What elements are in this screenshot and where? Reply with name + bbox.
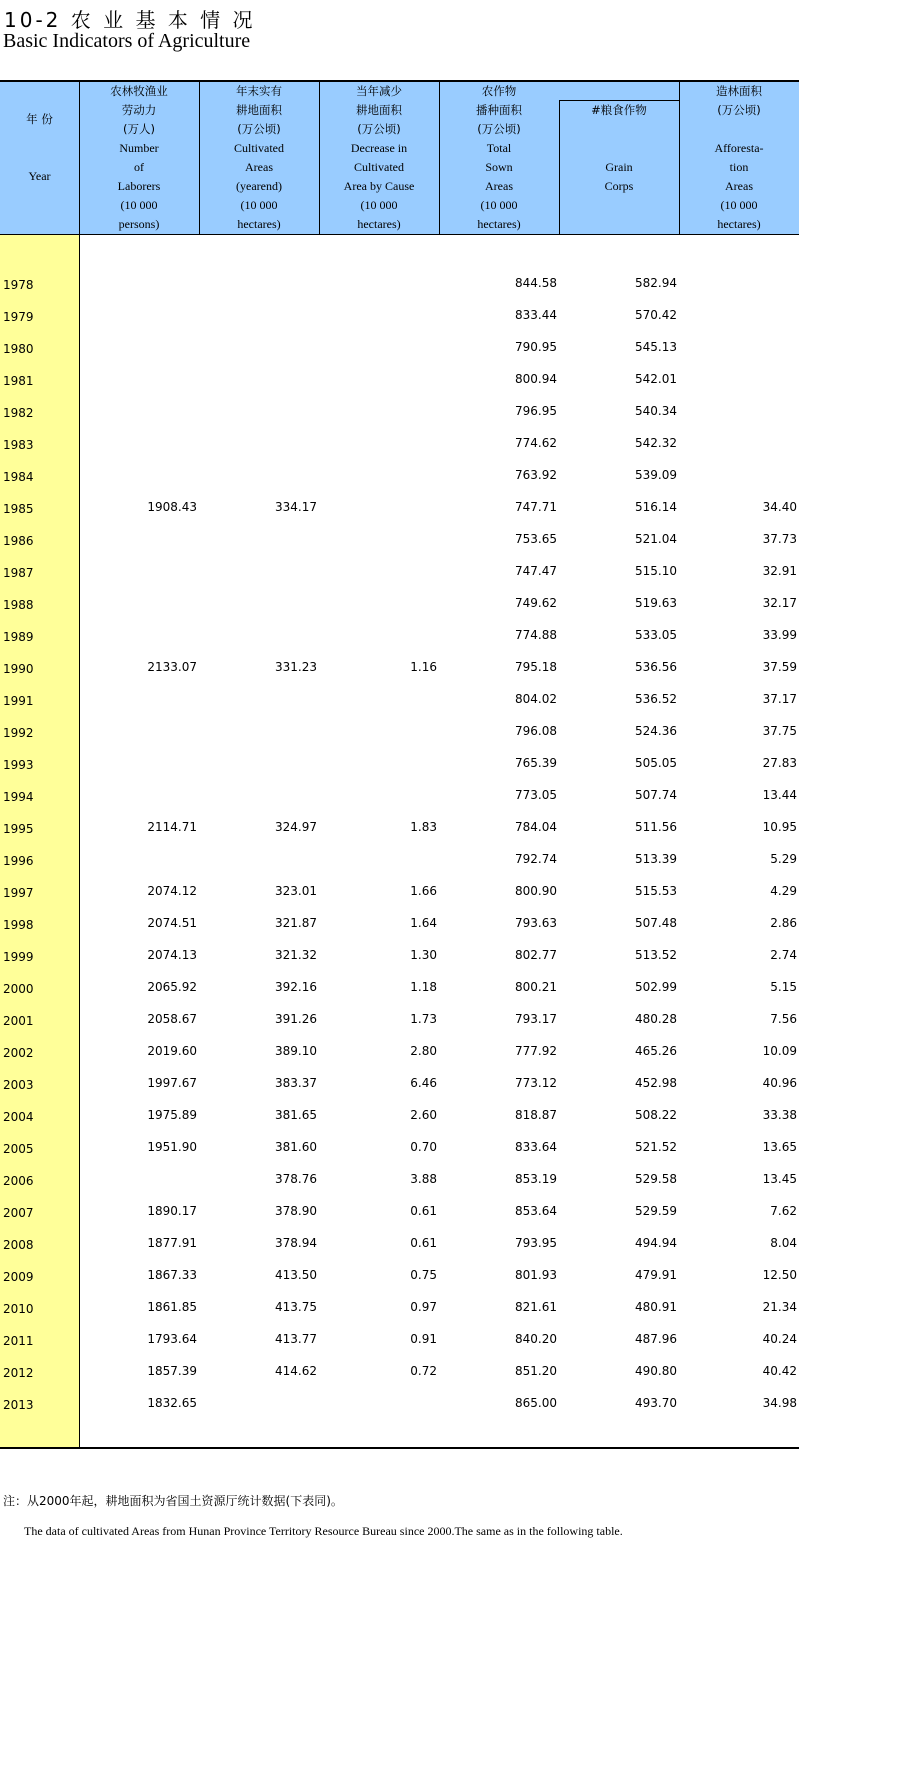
cell-afforestation <box>679 307 797 323</box>
cell-cultivated: 331.23 <box>275 660 317 674</box>
header-year: 年 份 Year <box>26 112 53 183</box>
cell-afforestation: 12.50 <box>762 1268 797 1282</box>
cell-year: 1992 <box>3 726 34 740</box>
cell-afforestation: 40.42 <box>762 1364 797 1378</box>
cell-decrease <box>319 435 437 451</box>
cell-cultivated <box>199 723 317 739</box>
cell-cultivated: 321.32 <box>275 948 317 962</box>
cell-cultivated <box>199 531 317 547</box>
cell-grain: 507.48 <box>635 916 677 930</box>
cell-decrease <box>319 595 437 611</box>
cell-laborers: 2058.67 <box>147 1012 197 1026</box>
cell-afforestation: 4.29 <box>770 884 797 898</box>
cell-cultivated <box>199 691 317 707</box>
header-decrease: 当年减少 耕地面积 (万公顷) Decrease in Cultivated Area by Cause (10 000 hectares) <box>343 84 415 231</box>
cell-year: 1990 <box>3 662 34 676</box>
cell-year: 1986 <box>3 534 34 548</box>
cell-sown: 749.62 <box>515 596 557 610</box>
cell-laborers <box>79 371 197 387</box>
cell-decrease: 6.46 <box>410 1076 437 1090</box>
cell-cultivated: 383.37 <box>275 1076 317 1090</box>
cell-year: 1988 <box>3 598 34 612</box>
cell-decrease <box>319 531 437 547</box>
cell-laborers: 2074.13 <box>147 948 197 962</box>
cell-decrease: 0.91 <box>410 1332 437 1346</box>
cell-decrease <box>319 339 437 355</box>
cell-cultivated: 391.26 <box>275 1012 317 1026</box>
cell-laborers: 2065.92 <box>147 980 197 994</box>
cell-cultivated: 378.94 <box>275 1236 317 1250</box>
cell-afforestation: 10.09 <box>762 1044 797 1058</box>
cell-afforestation: 40.24 <box>762 1332 797 1346</box>
cell-cultivated: 381.60 <box>275 1140 317 1154</box>
cell-grain: 539.09 <box>635 468 677 482</box>
cell-year: 1981 <box>3 374 34 388</box>
cell-sown: 833.64 <box>515 1140 557 1154</box>
cell-grain: 479.91 <box>635 1268 677 1282</box>
cell-year: 2001 <box>3 1014 34 1028</box>
cell-year: 1983 <box>3 438 34 452</box>
cell-year: 1985 <box>3 502 34 516</box>
cell-afforestation: 13.65 <box>762 1140 797 1154</box>
cell-cultivated <box>199 275 317 291</box>
cell-decrease: 0.75 <box>410 1268 437 1282</box>
cell-laborers: 2074.51 <box>147 916 197 930</box>
cell-laborers <box>79 595 197 611</box>
cell-laborers: 2074.12 <box>147 884 197 898</box>
cell-afforestation: 34.40 <box>762 500 797 514</box>
cell-decrease: 0.61 <box>410 1236 437 1250</box>
cell-sown: 792.74 <box>515 852 557 866</box>
cell-sown: 747.47 <box>515 564 557 578</box>
cell-sown: 784.04 <box>515 820 557 834</box>
cell-laborers <box>79 755 197 771</box>
cell-year: 1999 <box>3 950 34 964</box>
cell-year: 2012 <box>3 1366 34 1380</box>
cell-grain: 505.05 <box>635 756 677 770</box>
cell-decrease: 1.16 <box>410 660 437 674</box>
cell-laborers: 1861.85 <box>147 1300 197 1314</box>
cell-grain: 487.96 <box>635 1332 677 1346</box>
cell-decrease: 3.88 <box>410 1172 437 1186</box>
cell-afforestation <box>679 467 797 483</box>
cell-sown: 790.95 <box>515 340 557 354</box>
cell-sown: 774.62 <box>515 436 557 450</box>
cell-sown: 774.88 <box>515 628 557 642</box>
cell-year: 1984 <box>3 470 34 484</box>
cell-year: 1980 <box>3 342 34 356</box>
cell-sown: 800.94 <box>515 372 557 386</box>
cell-grain: 536.56 <box>635 660 677 674</box>
cell-sown: 796.08 <box>515 724 557 738</box>
cell-sown: 765.39 <box>515 756 557 770</box>
cell-sown: 763.92 <box>515 468 557 482</box>
cell-laborers <box>79 275 197 291</box>
cell-laborers <box>79 339 197 355</box>
cell-year: 2003 <box>3 1078 34 1092</box>
cell-laborers: 1832.65 <box>147 1396 197 1410</box>
cell-grain: 480.91 <box>635 1300 677 1314</box>
header-laborers: 农林牧渔业 劳动力 (万人) Number of Laborers (10 000 persons) <box>110 84 168 231</box>
cell-laborers <box>79 467 197 483</box>
cell-laborers <box>79 627 197 643</box>
cell-decrease: 1.30 <box>410 948 437 962</box>
cell-year: 1987 <box>3 566 34 580</box>
cell-grain: 507.74 <box>635 788 677 802</box>
cell-laborers <box>79 1171 197 1187</box>
cell-afforestation: 13.44 <box>762 788 797 802</box>
cell-decrease: 1.64 <box>410 916 437 930</box>
cell-cultivated <box>199 467 317 483</box>
cell-cultivated: 378.90 <box>275 1204 317 1218</box>
cell-laborers: 1951.90 <box>147 1140 197 1154</box>
cell-cultivated: 389.10 <box>275 1044 317 1058</box>
cell-afforestation: 5.15 <box>770 980 797 994</box>
cell-decrease <box>319 1395 437 1411</box>
cell-grain: 513.39 <box>635 852 677 866</box>
cell-sown: 793.17 <box>515 1012 557 1026</box>
cell-afforestation: 13.45 <box>762 1172 797 1186</box>
cell-sown: 865.00 <box>515 1396 557 1410</box>
cell-cultivated: 381.65 <box>275 1108 317 1122</box>
cell-cultivated <box>199 339 317 355</box>
cell-cultivated: 414.62 <box>275 1364 317 1378</box>
cell-laborers: 1877.91 <box>147 1236 197 1250</box>
cell-laborers <box>79 435 197 451</box>
cell-afforestation: 37.17 <box>762 692 797 706</box>
cell-year: 2010 <box>3 1302 34 1316</box>
cell-sown: 793.95 <box>515 1236 557 1250</box>
cell-decrease <box>319 403 437 419</box>
cell-sown: 851.20 <box>515 1364 557 1378</box>
footnote-cn: 注：从2000年起，耕地面积为省国土资源厅统计数据(下表同)。 <box>3 1494 343 1508</box>
cell-afforestation: 2.74 <box>770 948 797 962</box>
cell-cultivated <box>199 371 317 387</box>
cell-laborers: 1867.33 <box>147 1268 197 1282</box>
cell-year: 2005 <box>3 1142 34 1156</box>
cell-afforestation <box>679 371 797 387</box>
cell-year: 2013 <box>3 1398 34 1412</box>
cell-grain: 508.22 <box>635 1108 677 1122</box>
cell-year: 2011 <box>3 1334 34 1348</box>
cell-grain: 513.52 <box>635 948 677 962</box>
footnote-en: The data of cultivated Areas from Hunan Province Territory Resource Bureau since 2000.The same as in the following table. <box>24 1524 623 1538</box>
cell-grain: 515.10 <box>635 564 677 578</box>
cell-afforestation: 32.17 <box>762 596 797 610</box>
cell-year: 1995 <box>3 822 34 836</box>
cell-grain: 511.56 <box>635 820 677 834</box>
cell-afforestation: 37.73 <box>762 532 797 546</box>
cell-sown: 801.93 <box>515 1268 557 1282</box>
cell-decrease <box>319 275 437 291</box>
cell-grain: 494.94 <box>635 1236 677 1250</box>
cell-decrease <box>319 467 437 483</box>
cell-grain: 536.52 <box>635 692 677 706</box>
cell-cultivated: 413.77 <box>275 1332 317 1346</box>
cell-afforestation: 21.34 <box>762 1300 797 1314</box>
header-sown: 农作物 播种面积 (万公顷) Total Sown Areas (10 000 hectares) <box>476 84 522 231</box>
cell-laborers: 1890.17 <box>147 1204 197 1218</box>
cell-laborers <box>79 307 197 323</box>
cell-cultivated <box>199 1395 317 1411</box>
table-bottom-border <box>0 1447 799 1449</box>
cell-sown: 818.87 <box>515 1108 557 1122</box>
cell-year: 1994 <box>3 790 34 804</box>
cell-sown: 795.18 <box>515 660 557 674</box>
cell-afforestation <box>679 275 797 291</box>
cell-decrease: 0.72 <box>410 1364 437 1378</box>
cell-grain: 542.32 <box>635 436 677 450</box>
cell-year: 1991 <box>3 694 34 708</box>
cell-laborers: 2019.60 <box>147 1044 197 1058</box>
cell-year: 1979 <box>3 310 34 324</box>
cell-afforestation: 40.96 <box>762 1076 797 1090</box>
cell-decrease <box>319 755 437 771</box>
cell-laborers: 1975.89 <box>147 1108 197 1122</box>
cell-cultivated: 324.97 <box>275 820 317 834</box>
cell-sown: 853.19 <box>515 1172 557 1186</box>
cell-grain: 515.53 <box>635 884 677 898</box>
cell-laborers: 1997.67 <box>147 1076 197 1090</box>
cell-grain: 540.34 <box>635 404 677 418</box>
cell-grain: 502.99 <box>635 980 677 994</box>
cell-cultivated: 413.75 <box>275 1300 317 1314</box>
header-bottom-border <box>0 234 799 235</box>
cell-grain: 519.63 <box>635 596 677 610</box>
cell-decrease <box>319 787 437 803</box>
cell-cultivated: 321.87 <box>275 916 317 930</box>
cell-decrease <box>319 307 437 323</box>
cell-year: 2000 <box>3 982 34 996</box>
cell-laborers <box>79 851 197 867</box>
cell-sown: 773.05 <box>515 788 557 802</box>
cell-laborers: 1857.39 <box>147 1364 197 1378</box>
cell-cultivated <box>199 851 317 867</box>
cell-sown: 800.90 <box>515 884 557 898</box>
table-title-en: Basic Indicators of Agriculture <box>3 30 251 52</box>
cell-afforestation <box>679 403 797 419</box>
cell-decrease <box>319 851 437 867</box>
cell-year: 2004 <box>3 1110 34 1124</box>
cell-sown: 773.12 <box>515 1076 557 1090</box>
cell-sown: 753.65 <box>515 532 557 546</box>
cell-laborers <box>79 787 197 803</box>
cell-afforestation: 7.56 <box>770 1012 797 1026</box>
cell-decrease <box>319 371 437 387</box>
cell-year: 2006 <box>3 1174 34 1188</box>
cell-grain: 582.94 <box>635 276 677 290</box>
cell-cultivated: 378.76 <box>275 1172 317 1186</box>
cell-year: 1998 <box>3 918 34 932</box>
cell-year: 1989 <box>3 630 34 644</box>
table-title-cn: 10-2 农 业 基 本 情 况 <box>4 8 256 32</box>
cell-grain: 490.80 <box>635 1364 677 1378</box>
cell-grain: 480.28 <box>635 1012 677 1026</box>
cell-grain: 529.59 <box>635 1204 677 1218</box>
cell-sown: 747.71 <box>515 500 557 514</box>
cell-cultivated: 334.17 <box>275 500 317 514</box>
cell-decrease <box>319 627 437 643</box>
cell-sown: 853.64 <box>515 1204 557 1218</box>
cell-sown: 844.58 <box>515 276 557 290</box>
cell-afforestation: 37.75 <box>762 724 797 738</box>
cell-grain: 521.52 <box>635 1140 677 1154</box>
cell-grain: 493.70 <box>635 1396 677 1410</box>
cell-year: 1997 <box>3 886 34 900</box>
cell-cultivated <box>199 595 317 611</box>
cell-decrease <box>319 691 437 707</box>
cell-cultivated <box>199 307 317 323</box>
cell-afforestation <box>679 435 797 451</box>
cell-laborers <box>79 531 197 547</box>
cell-grain: 524.36 <box>635 724 677 738</box>
cell-afforestation: 37.59 <box>762 660 797 674</box>
cell-cultivated <box>199 563 317 579</box>
cell-sown: 800.21 <box>515 980 557 994</box>
cell-grain: 521.04 <box>635 532 677 546</box>
cell-afforestation: 33.99 <box>762 628 797 642</box>
cell-laborers: 1793.64 <box>147 1332 197 1346</box>
cell-decrease: 0.61 <box>410 1204 437 1218</box>
cell-decrease: 0.97 <box>410 1300 437 1314</box>
cell-decrease: 1.73 <box>410 1012 437 1026</box>
cell-decrease: 1.66 <box>410 884 437 898</box>
cell-afforestation: 8.04 <box>770 1236 797 1250</box>
cell-afforestation: 32.91 <box>762 564 797 578</box>
cell-decrease <box>319 499 437 515</box>
cell-sown: 777.92 <box>515 1044 557 1058</box>
header-cultivated: 年末实有 耕地面积 (万公顷) Cultivated Areas (yearend) (10 000 hectares) <box>234 84 284 231</box>
cell-year: 1982 <box>3 406 34 420</box>
cell-sown: 796.95 <box>515 404 557 418</box>
cell-grain: 465.26 <box>635 1044 677 1058</box>
cell-decrease: 1.18 <box>410 980 437 994</box>
cell-grain: 570.42 <box>635 308 677 322</box>
cell-cultivated <box>199 627 317 643</box>
cell-cultivated <box>199 755 317 771</box>
cell-afforestation: 27.83 <box>762 756 797 770</box>
cell-laborers <box>79 691 197 707</box>
cell-decrease <box>319 723 437 739</box>
cell-laborers: 2133.07 <box>147 660 197 674</box>
header-grain: #粮食作物 Grain Corps <box>591 103 647 193</box>
cell-decrease: 2.60 <box>410 1108 437 1122</box>
cell-laborers <box>79 403 197 419</box>
cell-year: 2002 <box>3 1046 34 1060</box>
cell-grain: 529.58 <box>635 1172 677 1186</box>
cell-grain: 516.14 <box>635 500 677 514</box>
header-afforestation: 造林面积 (万公顷) Afforesta- tion Areas (10 000 hectares) <box>714 84 764 231</box>
cell-grain: 452.98 <box>635 1076 677 1090</box>
cell-laborers: 1908.43 <box>147 500 197 514</box>
cell-sown: 833.44 <box>515 308 557 322</box>
cell-cultivated <box>199 403 317 419</box>
cell-decrease: 2.80 <box>410 1044 437 1058</box>
cell-laborers: 2114.71 <box>147 820 197 834</box>
cell-afforestation: 5.29 <box>770 852 797 866</box>
cell-afforestation: 34.98 <box>762 1396 797 1410</box>
cell-year: 2007 <box>3 1206 34 1220</box>
cell-grain: 545.13 <box>635 340 677 354</box>
cell-cultivated <box>199 787 317 803</box>
cell-afforestation: 33.38 <box>762 1108 797 1122</box>
cell-decrease <box>319 563 437 579</box>
cell-grain: 542.01 <box>635 372 677 386</box>
cell-grain: 533.05 <box>635 628 677 642</box>
cell-sown: 840.20 <box>515 1332 557 1346</box>
cell-cultivated <box>199 435 317 451</box>
cell-cultivated: 413.50 <box>275 1268 317 1282</box>
cell-laborers <box>79 723 197 739</box>
cell-sown: 802.77 <box>515 948 557 962</box>
cell-sown: 804.02 <box>515 692 557 706</box>
cell-afforestation: 2.86 <box>770 916 797 930</box>
cell-decrease: 1.83 <box>410 820 437 834</box>
cell-laborers <box>79 563 197 579</box>
cell-year: 1993 <box>3 758 34 772</box>
cell-cultivated: 392.16 <box>275 980 317 994</box>
cell-year: 1996 <box>3 854 34 868</box>
cell-afforestation: 10.95 <box>762 820 797 834</box>
cell-afforestation: 7.62 <box>770 1204 797 1218</box>
cell-cultivated: 323.01 <box>275 884 317 898</box>
cell-year: 1978 <box>3 278 34 292</box>
cell-sown: 793.63 <box>515 916 557 930</box>
cell-sown: 821.61 <box>515 1300 557 1314</box>
cell-year: 2009 <box>3 1270 34 1284</box>
cell-decrease: 0.70 <box>410 1140 437 1154</box>
cell-year: 2008 <box>3 1238 34 1252</box>
cell-afforestation <box>679 339 797 355</box>
